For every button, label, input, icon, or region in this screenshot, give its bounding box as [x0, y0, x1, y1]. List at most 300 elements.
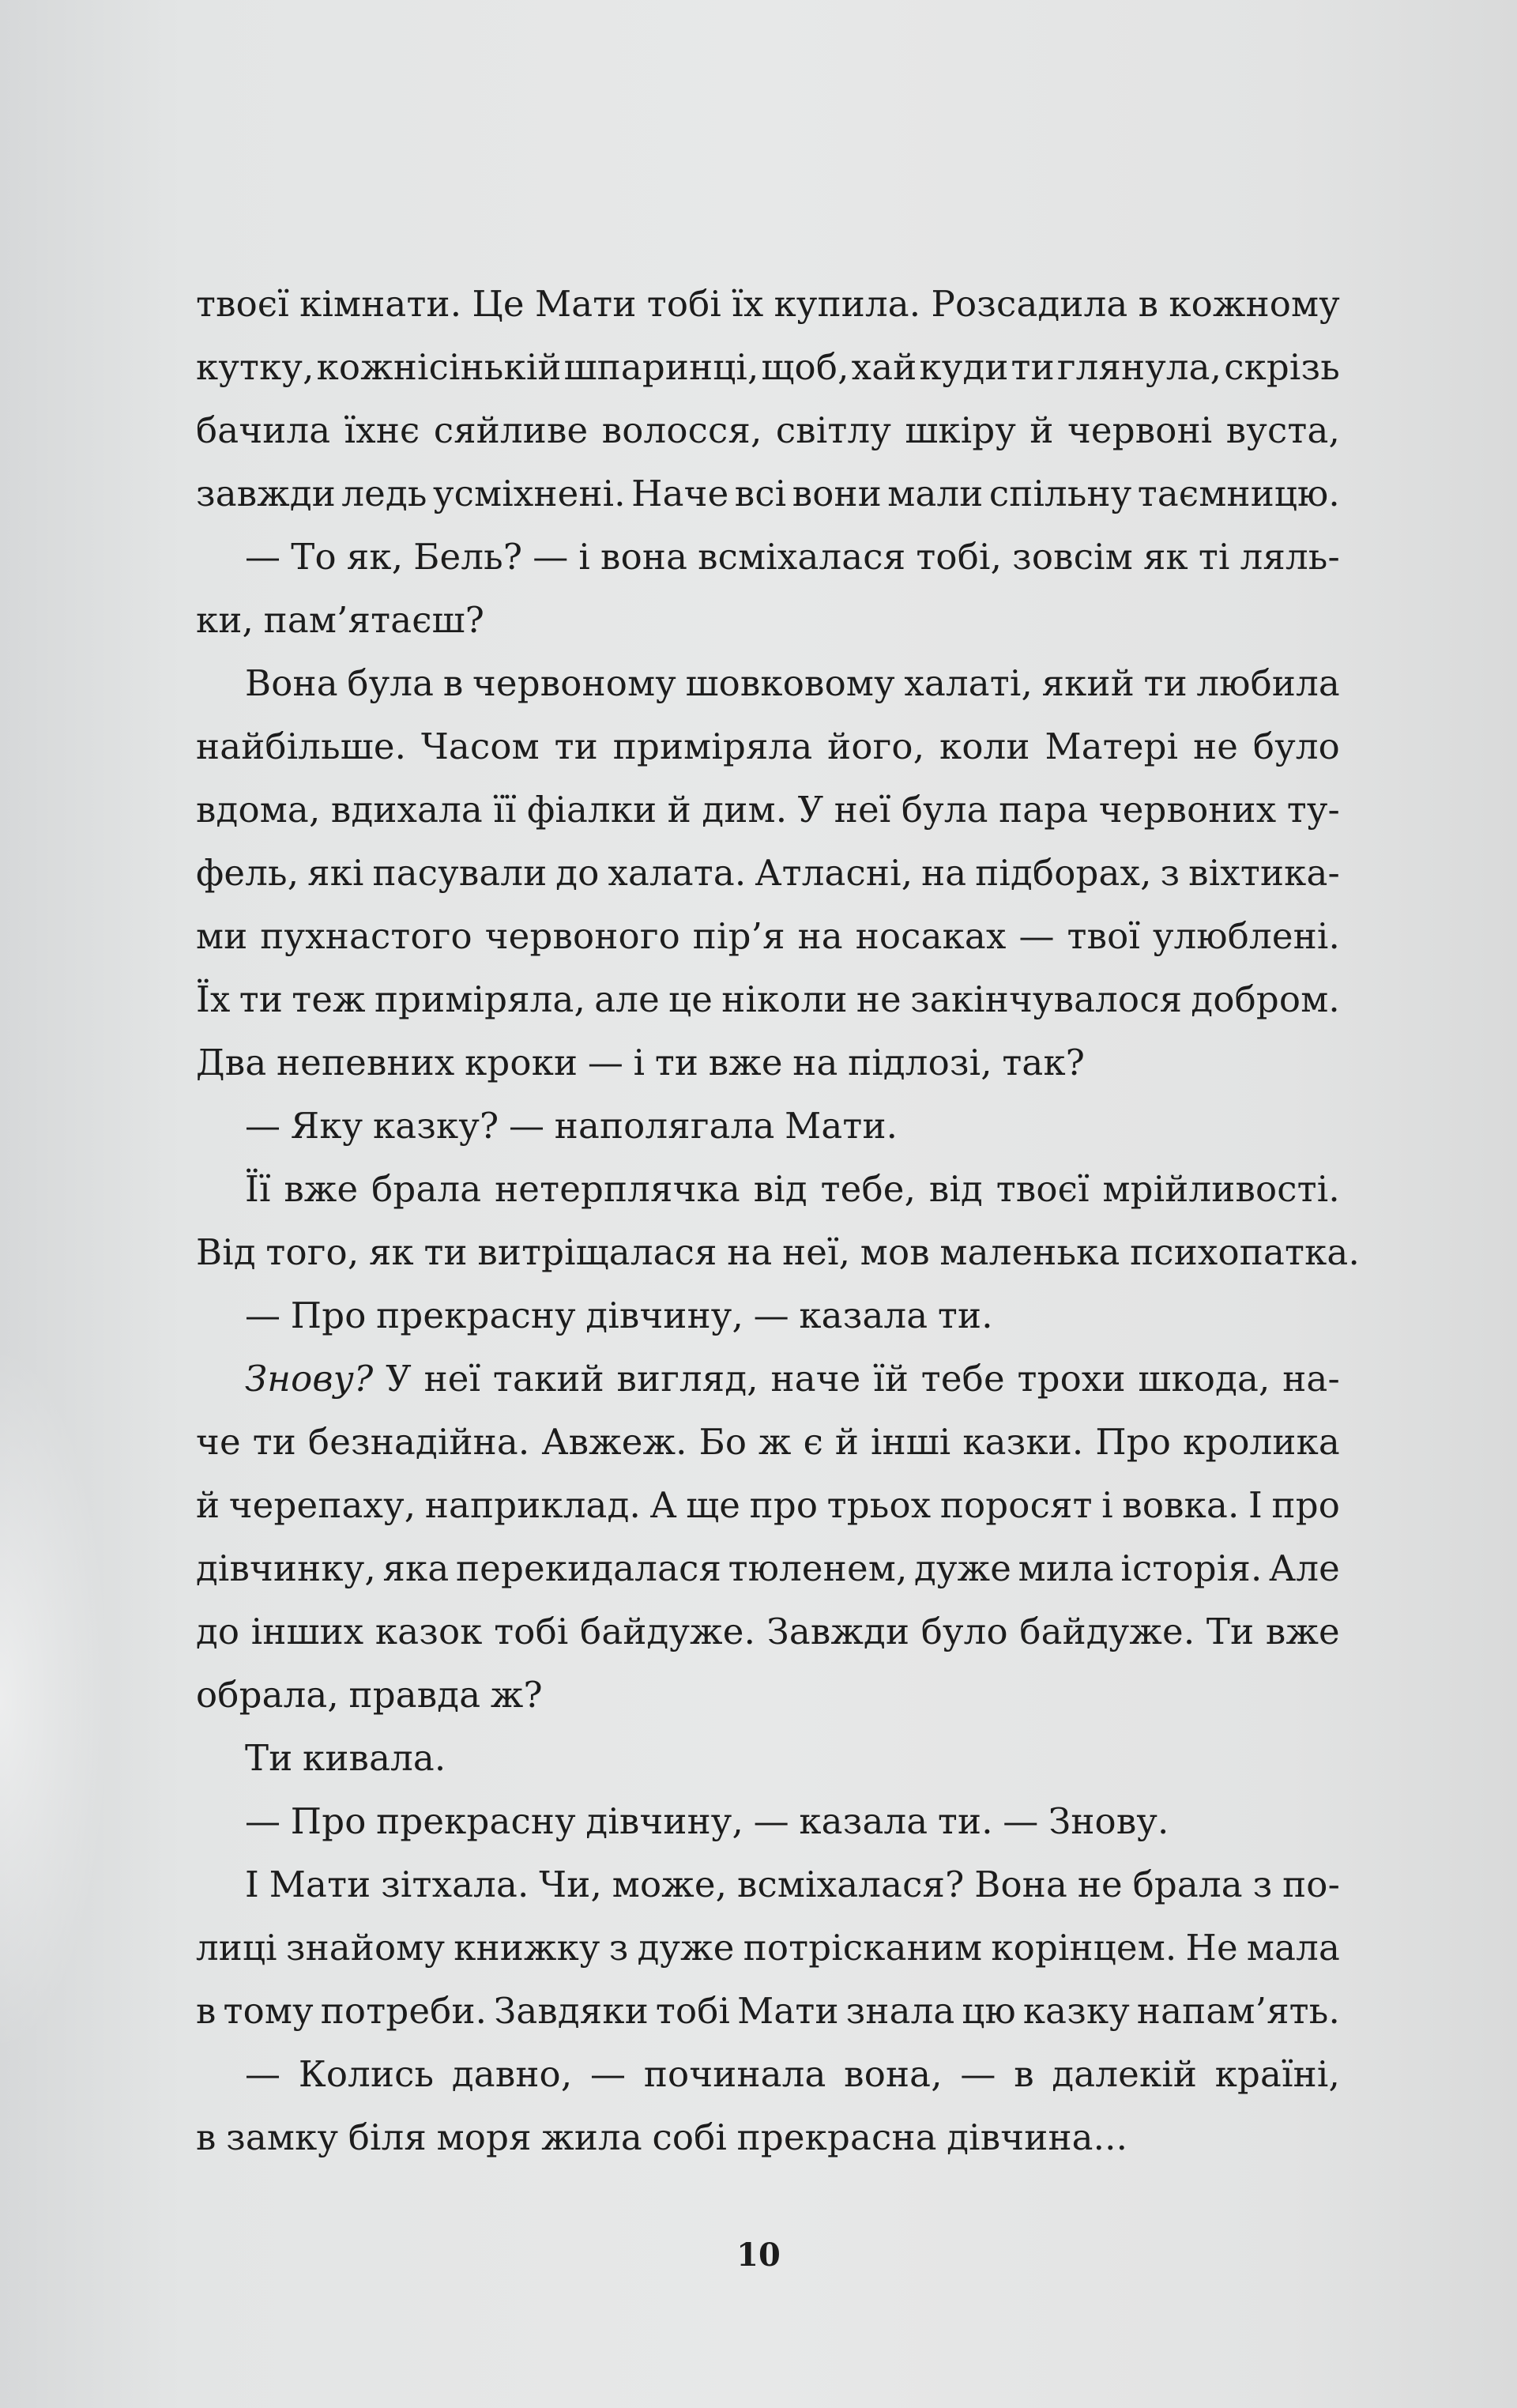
word: мрійливості. — [1102, 1168, 1340, 1210]
word: наприклад. — [424, 1484, 641, 1526]
word: шовковому — [685, 662, 895, 704]
word: казку — [1022, 1990, 1130, 2032]
word: ти. — [937, 1294, 993, 1336]
word: ледь — [341, 473, 427, 514]
word: Їх — [196, 978, 231, 1020]
word: байдуже. — [1019, 1611, 1195, 1652]
word: — — [753, 1294, 789, 1336]
word: У — [386, 1358, 412, 1400]
text-line — [196, 1158, 1340, 1221]
word: наполягала — [554, 1105, 775, 1147]
word: історія. — [1120, 1547, 1263, 1589]
word: ти — [239, 978, 284, 1020]
word: — — [245, 1294, 281, 1336]
word: мов — [860, 1231, 930, 1273]
word: була — [347, 662, 435, 704]
word: Часом — [420, 725, 540, 767]
word: приміряла, — [374, 978, 586, 1020]
word: було — [920, 1611, 1008, 1652]
word: й — [1030, 409, 1054, 451]
word: неї — [834, 789, 891, 831]
text-line — [196, 1284, 1340, 1347]
word: книжку — [454, 1927, 600, 1969]
text-line — [196, 336, 1340, 399]
word: халаті, — [904, 662, 1033, 704]
word: тебе — [920, 1358, 1005, 1400]
word: замку — [226, 2116, 339, 2158]
word: ти — [1011, 346, 1055, 388]
word: дуже — [914, 1547, 1012, 1589]
word: кроки — [465, 1042, 578, 1083]
word: пухнастого — [260, 915, 472, 957]
word: маленька — [939, 1231, 1120, 1273]
word: психопатка. — [1130, 1231, 1360, 1273]
text-line — [196, 1411, 1340, 1474]
word: казала — [799, 1294, 928, 1336]
word: вже — [284, 1168, 359, 1210]
word: на — [727, 1231, 773, 1273]
word: пам’ятаєш? — [263, 599, 485, 641]
word: вже — [708, 1042, 783, 1083]
word: улюблені. — [1152, 915, 1340, 957]
word: Мати. — [785, 1105, 898, 1147]
word: про — [1271, 1484, 1340, 1526]
word: завжди — [196, 473, 337, 514]
word: від — [753, 1168, 807, 1210]
word: Завжди — [766, 1611, 910, 1652]
word: волосся, — [601, 409, 762, 451]
word: — — [245, 1105, 281, 1147]
word: ще — [686, 1484, 741, 1526]
word: як — [1142, 536, 1188, 578]
word: — — [587, 1042, 624, 1083]
text-line — [196, 2043, 1340, 2106]
word: тюленем, — [728, 1547, 908, 1589]
word: Не — [1185, 1927, 1238, 1969]
word: з — [608, 1927, 629, 1969]
word: Мати — [737, 1990, 839, 2032]
word: шпаринці, — [563, 346, 759, 388]
word: дівчина... — [947, 2116, 1128, 2158]
word: не — [1077, 1863, 1123, 1905]
text-line — [196, 1031, 1340, 1095]
word: прекрасну — [376, 1800, 576, 1842]
word: Про — [1095, 1421, 1172, 1463]
word: — — [1018, 915, 1055, 957]
word: Мати — [269, 1863, 371, 1905]
text-line — [196, 715, 1340, 778]
word: того, — [265, 1231, 359, 1273]
word: халата. — [608, 852, 747, 894]
word: їй — [873, 1358, 909, 1400]
word: Два — [196, 1042, 267, 1083]
word: потрісканим — [743, 1927, 983, 1969]
word: казала — [799, 1800, 928, 1842]
word: Мати — [534, 283, 637, 325]
word: вдома, — [196, 789, 321, 831]
word: безнадійна. — [307, 1421, 530, 1463]
word: її — [493, 789, 517, 831]
word: кожнісінькій — [316, 346, 562, 388]
word: але — [594, 978, 660, 1020]
word: Матері — [1045, 725, 1179, 767]
text-line — [196, 1980, 1340, 2043]
word: й — [667, 789, 691, 831]
word: — — [960, 2053, 996, 2095]
text-line — [196, 1537, 1340, 1600]
word: І — [1248, 1484, 1263, 1526]
word: фель, — [196, 852, 299, 894]
word: підлозі, — [848, 1042, 992, 1083]
word: які — [307, 852, 364, 894]
word: біля — [348, 2116, 427, 2158]
word: витріщалася — [477, 1231, 717, 1273]
word: в — [442, 662, 464, 704]
word: наче — [770, 1358, 861, 1400]
word: собі — [652, 2116, 728, 2158]
word: Про — [290, 1294, 367, 1336]
word: Наче — [631, 473, 729, 514]
word: Знову. — [1048, 1800, 1169, 1842]
word: куди — [919, 346, 1009, 388]
word: шкіру — [905, 409, 1017, 451]
word: на — [797, 915, 843, 957]
word: байдуже. — [580, 1611, 756, 1652]
text-line — [196, 1221, 1360, 1284]
word: не — [856, 978, 902, 1020]
word: країні, — [1214, 2053, 1340, 2095]
word: брала — [1132, 1863, 1243, 1905]
word: тобі — [655, 1990, 731, 2032]
word: від — [928, 1168, 983, 1210]
word: зовсім — [1012, 536, 1133, 578]
word: вдихала — [330, 789, 483, 831]
word: кімнати. — [299, 283, 462, 325]
word: віхтика- — [1188, 852, 1340, 894]
word: до — [196, 1611, 240, 1652]
word: дуже — [637, 1927, 735, 1969]
word: ніколи — [721, 978, 848, 1020]
word: непевних — [276, 1042, 455, 1083]
word: в — [196, 2116, 216, 2158]
word: прекрасну — [376, 1294, 576, 1336]
word: корінцем. — [991, 1927, 1177, 1969]
word: не — [1193, 725, 1239, 767]
text-line — [196, 1095, 1340, 1158]
word: який — [1041, 662, 1135, 704]
word: трохи — [1017, 1358, 1126, 1400]
word: приміряла — [612, 725, 813, 767]
word: че — [196, 1421, 241, 1463]
word: мали — [887, 473, 984, 514]
word: ж — [758, 1421, 792, 1463]
text-line — [196, 1347, 1340, 1411]
word: ки, — [196, 599, 254, 641]
word: в — [1014, 2053, 1034, 2095]
word: його, — [827, 725, 925, 767]
word: потреби. — [320, 1990, 487, 2032]
word: і — [1101, 1484, 1113, 1526]
word: зітхала. — [381, 1863, 529, 1905]
word: пасували — [372, 852, 548, 894]
word: ту- — [1286, 789, 1340, 831]
word: Бо — [698, 1421, 747, 1463]
word: ти — [654, 1042, 699, 1083]
word: правда — [348, 1674, 481, 1716]
text-line — [196, 1474, 1340, 1537]
word: носаках — [855, 915, 1007, 957]
word: вона — [600, 536, 688, 578]
word: є — [803, 1421, 823, 1463]
word: усміхнені. — [433, 473, 626, 514]
word: інших — [250, 1611, 364, 1652]
word: купила. — [774, 283, 921, 325]
word: черепаху, — [228, 1484, 416, 1526]
word: вигляд, — [616, 1358, 758, 1400]
word: і — [633, 1042, 646, 1083]
word: спільну — [988, 473, 1132, 514]
word: — — [508, 1105, 545, 1147]
word: найбільше. — [196, 725, 407, 767]
word: Вона — [245, 662, 338, 704]
word: в — [1138, 283, 1159, 325]
word: Завдяки — [494, 1990, 649, 2032]
word: на — [792, 1042, 838, 1083]
word: твої — [1067, 915, 1141, 957]
word: скрізь — [1224, 346, 1340, 388]
word: — — [245, 2053, 281, 2095]
word: Вона — [974, 1863, 1068, 1905]
word: червоного — [484, 915, 680, 957]
word: на — [921, 852, 967, 894]
word: казку? — [372, 1105, 499, 1147]
word: яка — [382, 1547, 450, 1589]
word: всміхалася? — [736, 1863, 965, 1905]
word: була — [901, 789, 988, 831]
word: То — [291, 536, 337, 578]
word: вовка. — [1122, 1484, 1240, 1526]
word: напам’ять. — [1136, 1990, 1340, 2032]
word: дівчинку, — [196, 1547, 376, 1589]
word: казки. — [962, 1421, 1084, 1463]
word: ляль- — [1240, 536, 1340, 578]
word: Від — [196, 1231, 256, 1273]
word: Розсадила — [931, 283, 1128, 325]
word: — — [1003, 1800, 1039, 1842]
word: шкода, — [1138, 1358, 1270, 1400]
word: знайому — [285, 1927, 446, 1969]
text-line — [196, 2106, 1340, 2169]
word: дим. — [702, 789, 788, 831]
word: знала — [845, 1990, 955, 2032]
word: коли — [939, 725, 1030, 767]
word: так? — [1002, 1042, 1086, 1083]
word: — — [245, 1800, 281, 1842]
word: лиці — [196, 1927, 277, 1969]
text-line — [196, 778, 1340, 842]
text-line — [196, 589, 1340, 652]
word: бачила — [196, 409, 331, 451]
word: мала — [1246, 1927, 1340, 1969]
word: Про — [290, 1800, 367, 1842]
word: неї, — [782, 1231, 851, 1273]
word: інші — [870, 1421, 951, 1463]
word: ми — [196, 915, 248, 957]
word: пара — [999, 789, 1089, 831]
word: добром. — [1191, 978, 1340, 1020]
word: Знову? — [245, 1358, 374, 1400]
word: ти — [1143, 662, 1188, 704]
word: і — [578, 536, 591, 578]
word: хай — [851, 346, 917, 388]
word: це — [668, 978, 713, 1020]
word: брала — [371, 1168, 482, 1210]
word: всі — [734, 473, 787, 514]
word: Колись — [298, 2053, 435, 2095]
body-text — [196, 273, 1360, 2169]
word: твоєї — [196, 283, 289, 325]
word: закінчувалося — [910, 978, 1183, 1020]
text-line — [196, 462, 1340, 526]
word: підборах, — [975, 852, 1152, 894]
word: ти. — [937, 1800, 993, 1842]
word: Ти — [1206, 1611, 1255, 1652]
word: Ти — [245, 1737, 293, 1779]
word: давно, — [451, 2053, 573, 2095]
word: прекрасна — [736, 2116, 937, 2158]
text-line — [196, 526, 1340, 589]
word: Чи, — [539, 1863, 602, 1905]
word: про — [749, 1484, 819, 1526]
word: Бель? — [413, 536, 523, 578]
text-line — [196, 968, 1340, 1031]
word: — — [590, 2053, 627, 2095]
word: Але — [1269, 1547, 1340, 1589]
word: червоному — [472, 662, 676, 704]
word: — — [245, 536, 281, 578]
word: обрала, — [196, 1674, 339, 1716]
word: Яку — [290, 1105, 363, 1147]
word: такий — [492, 1358, 604, 1400]
word: тобі, — [916, 536, 1003, 578]
word: тому — [223, 1990, 314, 2032]
text-line — [196, 842, 1340, 905]
word: любила — [1196, 662, 1340, 704]
word: ти — [252, 1421, 296, 1463]
word: тобі — [494, 1611, 569, 1652]
text-line — [196, 905, 1340, 968]
word: теж — [292, 978, 366, 1020]
word: ті — [1198, 536, 1230, 578]
word: на- — [1282, 1358, 1340, 1400]
word: в — [196, 1990, 216, 2032]
word: фіалки — [527, 789, 657, 831]
light-glare — [0, 1343, 111, 2055]
word: вуста, — [1225, 409, 1340, 451]
text-line — [196, 1916, 1340, 1980]
word: далекій — [1052, 2053, 1198, 2095]
text-line — [196, 1790, 1340, 1853]
word: цю — [962, 1990, 1016, 2032]
word: трьох — [826, 1484, 932, 1526]
text-line — [196, 1664, 1340, 1727]
word: до — [555, 852, 600, 894]
word: дівчину, — [585, 1294, 743, 1336]
text-line — [196, 1853, 1340, 1916]
text-line — [196, 1600, 1340, 1664]
word: тобі — [646, 283, 722, 325]
word: У — [797, 789, 824, 831]
word: мила — [1018, 1547, 1114, 1589]
word: тебе, — [820, 1168, 917, 1210]
word: їхнє — [344, 409, 420, 451]
text-line — [196, 652, 1340, 715]
word: їх — [732, 283, 764, 325]
word: сяйливе — [433, 409, 589, 451]
word: казок — [375, 1611, 483, 1652]
word: А — [649, 1484, 677, 1526]
text-line — [196, 399, 1340, 462]
word: — — [753, 1800, 789, 1842]
word: кивала. — [303, 1737, 446, 1779]
word: перекидалася — [455, 1547, 722, 1589]
word: дівчину, — [585, 1800, 743, 1842]
word: й — [196, 1484, 220, 1526]
word: було — [1252, 725, 1340, 767]
word: І — [245, 1863, 259, 1905]
word: по- — [1282, 1863, 1340, 1905]
page-number: 10 — [736, 2237, 781, 2274]
word: може, — [612, 1863, 728, 1905]
word: вони — [792, 473, 882, 514]
word: щоб, — [761, 346, 849, 388]
word: таємницю. — [1137, 473, 1340, 514]
word: Авжеж. — [541, 1421, 687, 1463]
word: Її — [245, 1168, 271, 1210]
word: нетерплячка — [495, 1168, 740, 1210]
word: червоних — [1098, 789, 1277, 831]
word: кутку, — [196, 346, 314, 388]
word: як, — [346, 536, 404, 578]
word: пір’я — [692, 915, 785, 957]
word: Атласні, — [755, 852, 913, 894]
word: ж? — [490, 1674, 543, 1716]
word: світлу — [775, 409, 891, 451]
word: з — [1160, 852, 1180, 894]
word: глянула, — [1056, 346, 1222, 388]
word: починала — [643, 2053, 826, 2095]
word: ти — [554, 725, 598, 767]
word: як — [368, 1231, 414, 1273]
word: кожному — [1169, 283, 1340, 325]
word: червоні — [1067, 409, 1213, 451]
word: вже — [1265, 1611, 1340, 1652]
text-line — [196, 1727, 1340, 1790]
word: неї — [423, 1358, 481, 1400]
word: жила — [541, 2116, 642, 2158]
word: всміхалася — [698, 536, 906, 578]
text-line — [196, 273, 1340, 336]
word: з — [1252, 1863, 1273, 1905]
word: твоєї — [996, 1168, 1090, 1210]
word: — — [533, 536, 569, 578]
word: й — [834, 1421, 860, 1463]
word: моря — [436, 2116, 532, 2158]
word: кролика — [1183, 1421, 1340, 1463]
word: вона, — [844, 2053, 943, 2095]
word: Це — [472, 283, 525, 325]
word: поросят — [939, 1484, 1093, 1526]
